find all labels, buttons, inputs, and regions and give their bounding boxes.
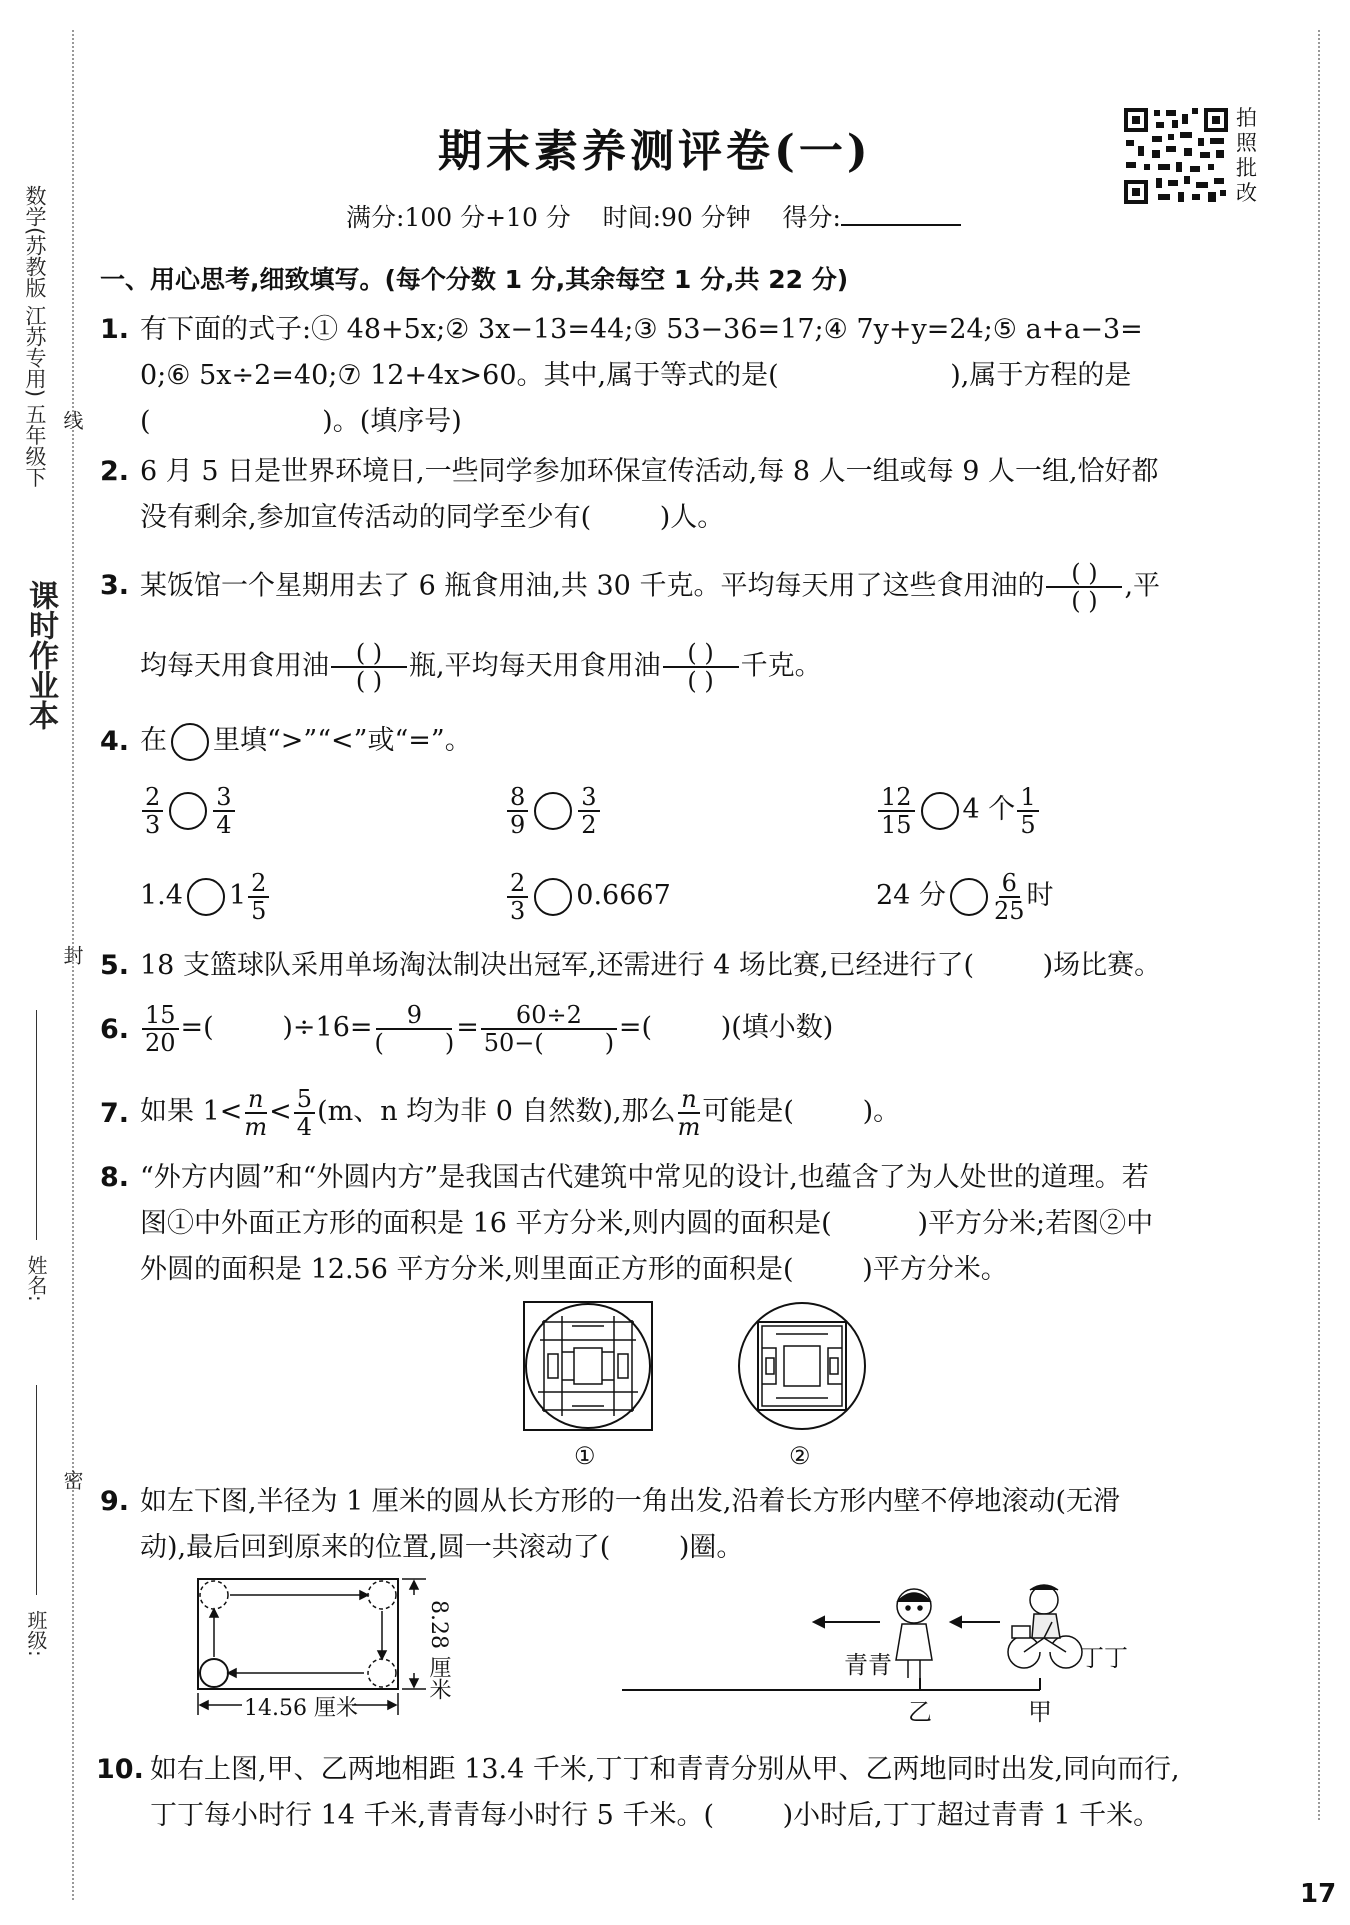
page-title: 期末素养测评卷(一) [438, 126, 872, 177]
fraction-numerator: 5 [294, 1086, 315, 1114]
q3-line2-b: 瓶,平均每天用食用油 [409, 650, 661, 682]
fraction [244, 1086, 267, 1140]
q3-line1-end: ,平 [1124, 570, 1161, 602]
fraction-denominator: 5 [251, 896, 267, 925]
fraction-numerator: 9 [376, 1002, 452, 1030]
q1-line1: 有下面的式子:① 48+5x;② 3x−13=44;③ 53−36=17;④ 7y+y=24;⑤ a+a−3= [140, 314, 1143, 345]
fraction-denominator: m [244, 1112, 268, 1141]
qr-label-char: 照 [1236, 131, 1257, 155]
side-class-line [36, 1385, 37, 1595]
fraction-denominator: m [677, 1112, 701, 1141]
q3-fraction-blank-2[interactable] [331, 640, 407, 694]
fraction [1017, 784, 1038, 838]
fraction-numerator: n [678, 1086, 699, 1114]
q2-line2: 没有剩余,参加宣传活动的同学至少有( )人。 [140, 502, 725, 533]
fraction-numerator: 15 [142, 1002, 179, 1030]
fraction-denominator: ( ) [355, 667, 383, 695]
fraction-numerator: ( ) [1046, 560, 1122, 588]
q7-a: 如果 1< [140, 1096, 243, 1127]
q4-c1-left: 1.4 [140, 880, 183, 911]
q4-c3-unit: 时 [1026, 880, 1054, 911]
q6-part-3: =( )(填小数) [618, 1012, 834, 1043]
fraction-denominator: ( ) [687, 667, 714, 695]
compare-circle-blank[interactable] [534, 792, 572, 830]
fraction [878, 784, 915, 838]
q9-number: 9. [100, 1486, 130, 1517]
side-name-label: 姓名: [24, 1255, 48, 1302]
fraction [994, 870, 1025, 924]
exam-meta [346, 200, 961, 236]
fraction-denominator: 20 [145, 1028, 176, 1057]
qr-label-char: 批 [1236, 156, 1257, 180]
qr-label [1236, 106, 1262, 206]
side-name-line [36, 1010, 37, 1240]
q4-item-4 [140, 864, 271, 928]
q7-expression [140, 1080, 900, 1144]
q9-line2: 动),最后回到原来的位置,圆一共滚动了( )圈。 [140, 1532, 744, 1563]
q1-number: 1. [100, 314, 130, 345]
cyclist-icon [1008, 1585, 1082, 1668]
fraction-denominator: ( ) [1071, 587, 1098, 615]
q1-line2: 0;⑥ 5x÷2=40;⑦ 12+4x>60。其中,属于等式的是( ),属于方程的是 [140, 360, 1132, 391]
section-heading: 一、用心思考,细致填写。(每个分数 1 分,其余每空 1 分,共 22 分) [100, 265, 849, 294]
fraction-numerator: 3 [213, 784, 234, 812]
q4-item-2 [505, 778, 602, 842]
fraction [375, 1002, 455, 1056]
fraction [248, 870, 269, 924]
compare-circle-blank[interactable] [187, 878, 225, 916]
q7-d: 可能是( )。 [702, 1096, 901, 1127]
figure-label-1: ① [574, 1442, 596, 1470]
q3-number: 3. [100, 570, 130, 601]
girl-icon [896, 1589, 932, 1678]
q4-c1-whole: 1 [228, 880, 247, 911]
fraction [213, 784, 234, 838]
q4-number: 4. [100, 726, 130, 757]
compare-circle-blank[interactable] [950, 878, 988, 916]
q10-number: 10. [96, 1754, 144, 1785]
fraction-denominator: 9 [510, 810, 526, 839]
fraction-numerator: 2 [142, 784, 163, 812]
q5-text: 18 支篮球队采用单场淘汰制决出冠军,还需进行 4 场比赛,已经进行了( )场比赛。 [140, 950, 1162, 981]
fraction [481, 1002, 617, 1056]
q8-line3: 外圆的面积是 12.56 平方分米,则里面正方形的面积是( )平方分米。 [140, 1254, 1008, 1285]
q8-number: 8. [100, 1162, 130, 1193]
fraction-denominator: 15 [881, 810, 912, 839]
fraction [678, 1086, 701, 1140]
compare-circle-blank[interactable] [169, 792, 207, 830]
q6-number: 6. [100, 1014, 130, 1045]
fraction-denominator: 5 [1020, 810, 1036, 839]
fraction-numerator: 12 [878, 784, 915, 812]
fraction-denominator: 50−( ) [483, 1028, 615, 1057]
q2-line1: 6 月 5 日是世界环境日,一些同学参加环保宣传活动,每 8 人一组或每 9 人一组,恰好都 [140, 456, 1159, 487]
q3-line1 [140, 560, 1160, 614]
figure-square-outer-circle-inner [522, 1300, 654, 1432]
rect-height-label: 8.28 厘米 [426, 1600, 451, 1700]
q8-line1: “外方内圆”和“外圆内方”是我国古代建筑中常见的设计,也蕴含了为人处世的道理。若 [140, 1162, 1149, 1193]
label-yi: 乙 [908, 1698, 932, 1726]
q4-c2-right: 0.6667 [576, 880, 671, 911]
side-mark-mi: 密 [60, 1470, 84, 1490]
fraction-numerator: 3 [578, 784, 599, 812]
figure-circle-outer-square-inner [736, 1300, 868, 1432]
fraction-denominator: 25 [993, 896, 1025, 925]
fraction [578, 784, 599, 838]
label-jia: 甲 [1028, 1698, 1052, 1726]
page-number: 17 [1300, 1879, 1337, 1909]
score-blank [841, 224, 961, 226]
q8-line2: 图①中外面正方形的面积是 16 平方分米,则内圆的面积是( )平方分米;若图②中 [140, 1208, 1154, 1239]
q2-number: 2. [100, 456, 130, 487]
q7-number: 7. [100, 1098, 130, 1129]
binding-line-right [1318, 30, 1320, 1820]
q4-prompt-a: 在 [140, 725, 167, 756]
q9-line1: 如左下图,半径为 1 厘米的圆从长方形的一角出发,沿着长方形内壁不停地滚动(无滑 [140, 1486, 1121, 1517]
fraction-numerator: 1 [1017, 784, 1038, 812]
side-brand: 课时作业本 [23, 580, 58, 730]
q3-line2-a: 均每天用食用油 [140, 650, 329, 682]
fraction-numerator: n [245, 1086, 266, 1114]
fraction-denominator: 4 [216, 810, 232, 839]
side-mark-xian: 线 [60, 410, 84, 430]
q7-c: (m、n 均为非 0 自然数),那么 [317, 1096, 676, 1127]
q10-line1: 如右上图,甲、乙两地相距 13.4 千米,丁丁和青青分别从甲、乙两地同时出发,同向而行, [150, 1754, 1180, 1785]
side-course: 数学(苏教版 江苏专用) 五年级下 [23, 185, 47, 488]
fraction-numerator: 6 [999, 870, 1020, 898]
q6-part-2: = [456, 1012, 479, 1043]
q6-part-1: =( )÷16= [180, 1012, 373, 1043]
fraction-denominator: 2 [581, 810, 597, 839]
side-mark-feng: 封 [60, 945, 84, 965]
q4-c3-left: 24 分 [876, 880, 946, 911]
q7-b: < [269, 1096, 292, 1127]
qr-label-char: 拍 [1236, 106, 1257, 130]
fraction-numerator: ( ) [663, 640, 739, 668]
q4-item-5 [505, 864, 671, 928]
compare-circle-blank[interactable] [534, 878, 572, 916]
fraction-numerator: ( ) [331, 640, 407, 668]
fraction-denominator: 4 [296, 1112, 313, 1141]
binding-line-left [72, 30, 74, 1900]
fraction [142, 1002, 179, 1056]
rect-width-label: 14.56 厘米 [244, 1696, 358, 1721]
fraction-denominator: 3 [145, 810, 161, 839]
fraction [507, 784, 528, 838]
fraction-denominator: 3 [510, 896, 526, 925]
q4-prompt [140, 720, 472, 762]
fraction-numerator: 2 [507, 870, 528, 898]
fraction [142, 784, 163, 838]
qr-code [1122, 106, 1230, 206]
q10-line2: 丁丁每小时行 14 千米,青青每小时行 5 千米。( )小时后,丁丁超过青青 1 千米。 [150, 1800, 1161, 1831]
label-qingqing: 青青 [844, 1651, 892, 1679]
q4-item-6 [876, 864, 1054, 928]
q4-prompt-b: 里填“>”“<”或“=”。 [213, 725, 472, 756]
qr-label-char: 改 [1236, 181, 1257, 205]
meta-text: 满分:100 分+10 分 时间:90 分钟 得分: [346, 203, 841, 232]
q3-line2 [140, 640, 822, 694]
fraction-numerator: 60÷2 [481, 1002, 617, 1030]
q4-item-3 [876, 778, 1041, 842]
figure-label-2: ② [789, 1442, 811, 1470]
compare-circle-icon [171, 723, 209, 761]
fraction-denominator: ( ) [374, 1028, 455, 1057]
fraction [507, 870, 528, 924]
compare-circle-blank[interactable] [921, 792, 959, 830]
q3-line1-text: 某饭馆一个星期用去了 6 瓶食用油,共 30 千克。平均每天用了这些食用油的 [140, 570, 1045, 602]
fraction-numerator: 2 [248, 870, 269, 898]
q3-fraction-blank-1[interactable] [1046, 560, 1122, 614]
q4-item-1 [140, 778, 237, 842]
fraction [294, 1086, 315, 1140]
label-dingding: 丁丁 [1080, 1644, 1128, 1672]
q3-fraction-blank-3[interactable] [663, 640, 739, 694]
fraction-numerator: 8 [507, 784, 528, 812]
q4-mid-text: 4 个 [962, 794, 1016, 825]
q3-line2-c: 千克。 [740, 650, 822, 682]
q1-line3: ( )。(填序号) [140, 406, 462, 437]
q6-expression [140, 996, 833, 1060]
side-class-label: 班级: [24, 1610, 48, 1657]
q5-number: 5. [100, 950, 130, 981]
